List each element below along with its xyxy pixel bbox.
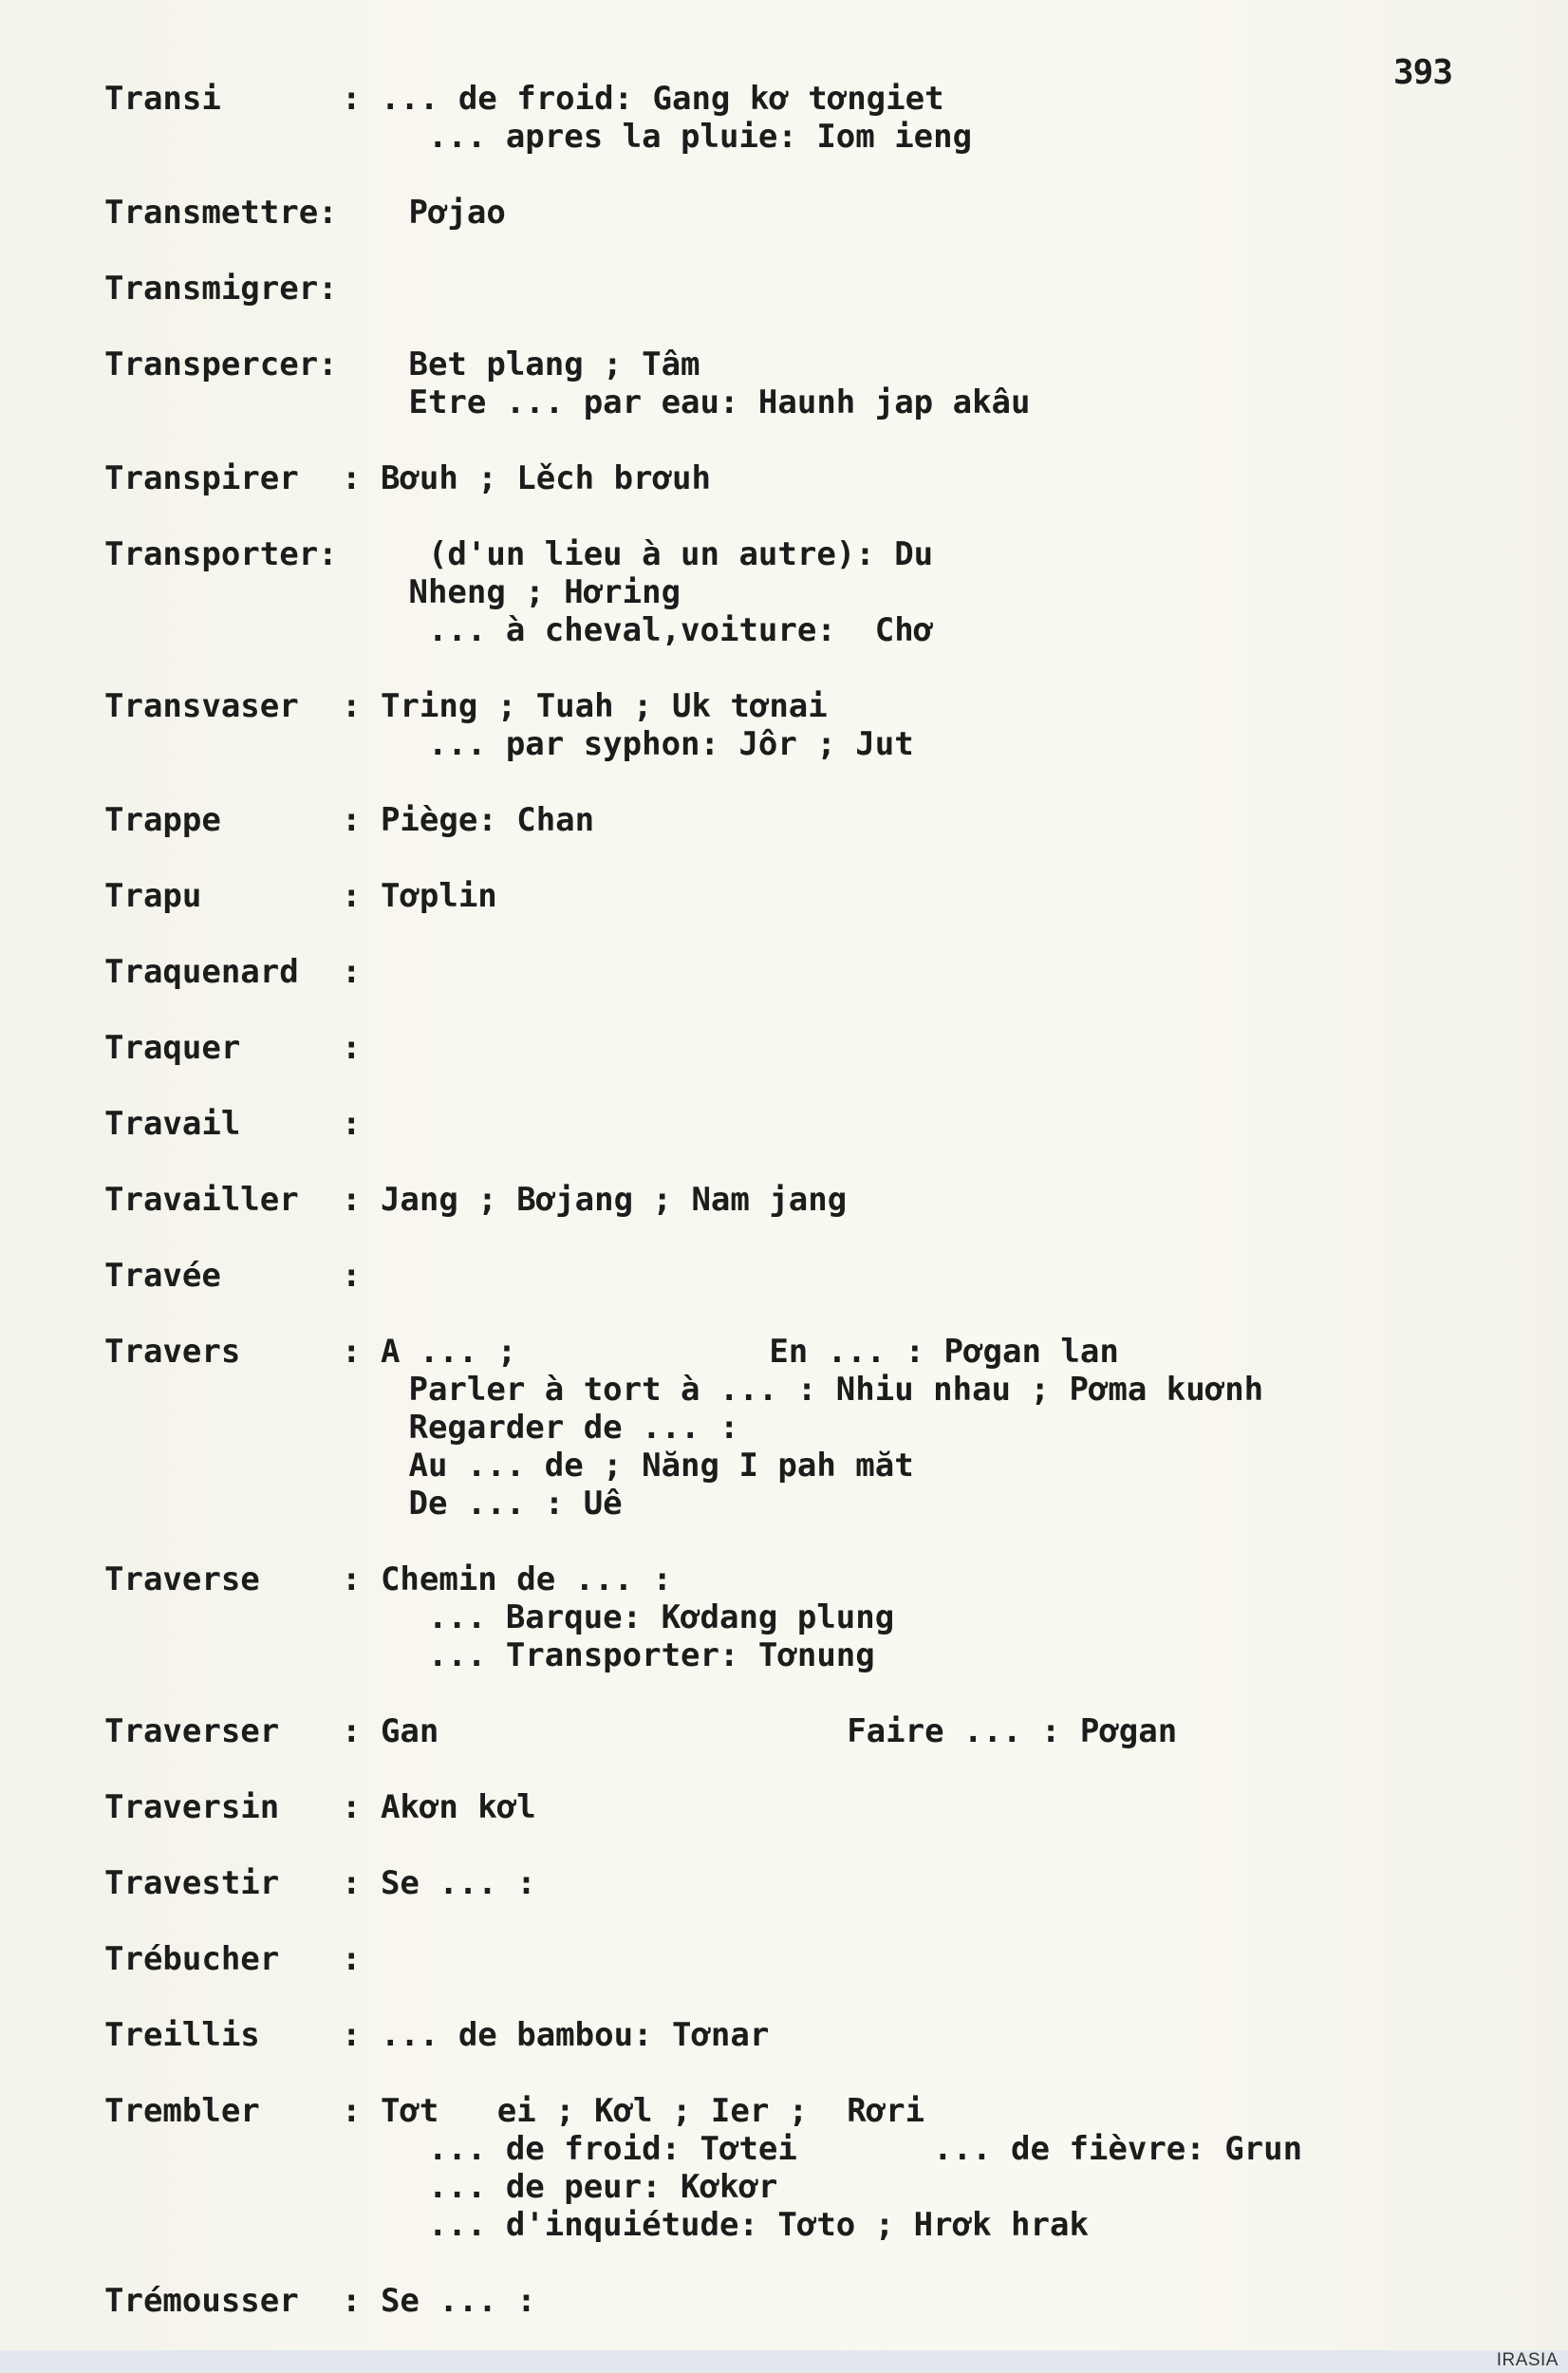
- entry-headword: Transpirer: [104, 459, 299, 497]
- entry-definition-line: ... à cheval,voiture: Chơ: [389, 611, 934, 649]
- entry-definition-line: : Se ... :: [342, 2282, 536, 2320]
- entry-definition-line: ￼(d'un lieu à un autre): Du: [389, 535, 934, 573]
- entry-headword: Trembler: [104, 2092, 260, 2130]
- dictionary-entry: [104, 1105, 1509, 1143]
- entry-definition-line: ... Barque: Kơdang plung: [389, 1598, 895, 1636]
- entry-definition-line: Au ... de ; Năng I pah măt: [389, 1447, 914, 1485]
- watermark-text: IRASIA: [1496, 2350, 1559, 2370]
- dictionary-entry: [104, 1257, 1509, 1295]
- entry-definition-line: : Chemin de ... :: [342, 1560, 672, 1598]
- entry-definition-line: : Piège: Chan: [342, 801, 595, 839]
- entry-headword: Trémousser: [104, 2282, 299, 2320]
- entry-headword: Trapu: [104, 877, 202, 915]
- entry-headword: Traquer: [104, 1029, 241, 1067]
- entry-definition-line: Parler à tort à ... : Nhiu nhau ; Pơma kuơnh: [389, 1371, 1264, 1409]
- entry-headword: Transmettre:: [104, 194, 338, 232]
- dictionary-entry: [104, 801, 1509, 839]
- dictionary-entry: [104, 1181, 1509, 1219]
- entry-definition-line: : Se ... :: [342, 1864, 536, 1902]
- dictionary-entry: [104, 687, 1509, 763]
- entry-definition-line: Bet plang ; Tâm: [389, 346, 700, 383]
- entry-headword: Transporter:: [104, 535, 338, 573]
- entry-headword: Treillis: [104, 2016, 260, 2054]
- dictionary-entry: [104, 80, 1509, 156]
- dictionary-entry: [104, 1560, 1509, 1674]
- entry-definition-line: Regarder de ... :: [389, 1409, 739, 1447]
- entry-definition-line: :: [342, 1105, 362, 1143]
- entry-definition-line: :: [342, 1029, 362, 1067]
- dictionary-entry: [104, 1788, 1509, 1826]
- entry-headword: Trébucher: [104, 1940, 280, 1978]
- entry-headword: Travers: [104, 1333, 241, 1371]
- entry-definition-line: :: [342, 1257, 362, 1295]
- entry-definition-line: : ... de froid: Gang kơ tơngiet: [342, 80, 944, 118]
- dictionary-entry: [104, 459, 1509, 497]
- entry-definition-line: : Tơplin: [342, 877, 497, 915]
- dictionary-entry: [104, 270, 1509, 308]
- dictionary-entry: [104, 2282, 1509, 2320]
- dictionary-entry: [104, 346, 1509, 421]
- dictionary-entry: [104, 1712, 1509, 1750]
- entry-definition-line: : Tơt ￼ ei ; Kơl ; Ier ; Rơri: [342, 2092, 925, 2130]
- entry-definition-line: Nheng ; Hơring: [389, 573, 681, 611]
- entry-definition-line: :: [342, 953, 362, 991]
- entry-definition-line: : ... de bambou: Tơnar: [342, 2016, 770, 2054]
- entry-headword: Transmigrer:: [104, 270, 338, 308]
- entry-definition-line: : Bơuh ; Lěch brơuh: [342, 459, 711, 497]
- entry-definition-line: : Tring ; Tuah ; Uk tơnai: [342, 687, 828, 725]
- page-number: 393: [1393, 53, 1453, 92]
- dictionary-entry: [104, 2092, 1509, 2244]
- entry-definition-line: ... Transporter: Tơnung: [389, 1636, 875, 1674]
- entry-headword: Trappe: [104, 801, 221, 839]
- entry-definition-line: Pơjao: [389, 194, 506, 232]
- entry-headword: Transpercer:: [104, 346, 338, 383]
- entry-definition-line: ... de peur: Kơkơr: [389, 2168, 778, 2206]
- entry-definition-line: Etre ... par eau: Haunh jap akâu: [389, 383, 1031, 421]
- entry-definition-line: ... apres la pluie: Iom ieng: [389, 118, 973, 156]
- entry-definition-line: : A ... ; En ... : Pơgan lan: [342, 1333, 1119, 1371]
- entry-headword: Traquenard: [104, 953, 299, 991]
- dictionary-entry: [104, 194, 1509, 232]
- dictionary-entries: [104, 80, 1509, 2320]
- entry-headword: Travée: [104, 1257, 221, 1295]
- dictionary-entry: [104, 535, 1509, 649]
- entry-definition-line: De ... : Uê: [389, 1485, 623, 1523]
- entry-definition-line: ... de froid: Tơtei ... de fièvre: Grun: [389, 2130, 1303, 2168]
- entry-definition-line: : Akơn kơl: [342, 1788, 536, 1826]
- dictionary-entry: [104, 1940, 1509, 1978]
- dictionary-entry: [104, 1333, 1509, 1523]
- entry-headword: Traverse: [104, 1560, 260, 1598]
- entry-headword: Travailler: [104, 1181, 299, 1219]
- dictionary-entry: [104, 1029, 1509, 1067]
- entry-definition-line: ... d'inquiétude: Tơto ; Hrơk hrak: [389, 2206, 1089, 2244]
- entry-definition-line: : Jang ; Bơjang ; Nam jang: [342, 1181, 848, 1219]
- entry-headword: Transi: [104, 80, 221, 118]
- entry-headword: Travestir: [104, 1864, 280, 1902]
- entry-definition-line: :: [342, 1940, 362, 1978]
- entry-headword: Traverser: [104, 1712, 280, 1750]
- bottom-bar: [0, 2350, 1568, 2373]
- entry-definition-line: ... par syphon: Jôr ; Jut: [389, 725, 914, 763]
- dictionary-entry: [104, 953, 1509, 991]
- entry-headword: Traversin: [104, 1788, 280, 1826]
- entry-headword: Transvaser: [104, 687, 299, 725]
- entry-definition-line: : Gan Faire ... : Pơgan: [342, 1712, 1178, 1750]
- dictionary-entry: [104, 877, 1509, 915]
- dictionary-entry: [104, 2016, 1509, 2054]
- dictionary-entry: [104, 1864, 1509, 1902]
- entry-headword: Travail: [104, 1105, 241, 1143]
- entry-definition-line: [389, 270, 1509, 308]
